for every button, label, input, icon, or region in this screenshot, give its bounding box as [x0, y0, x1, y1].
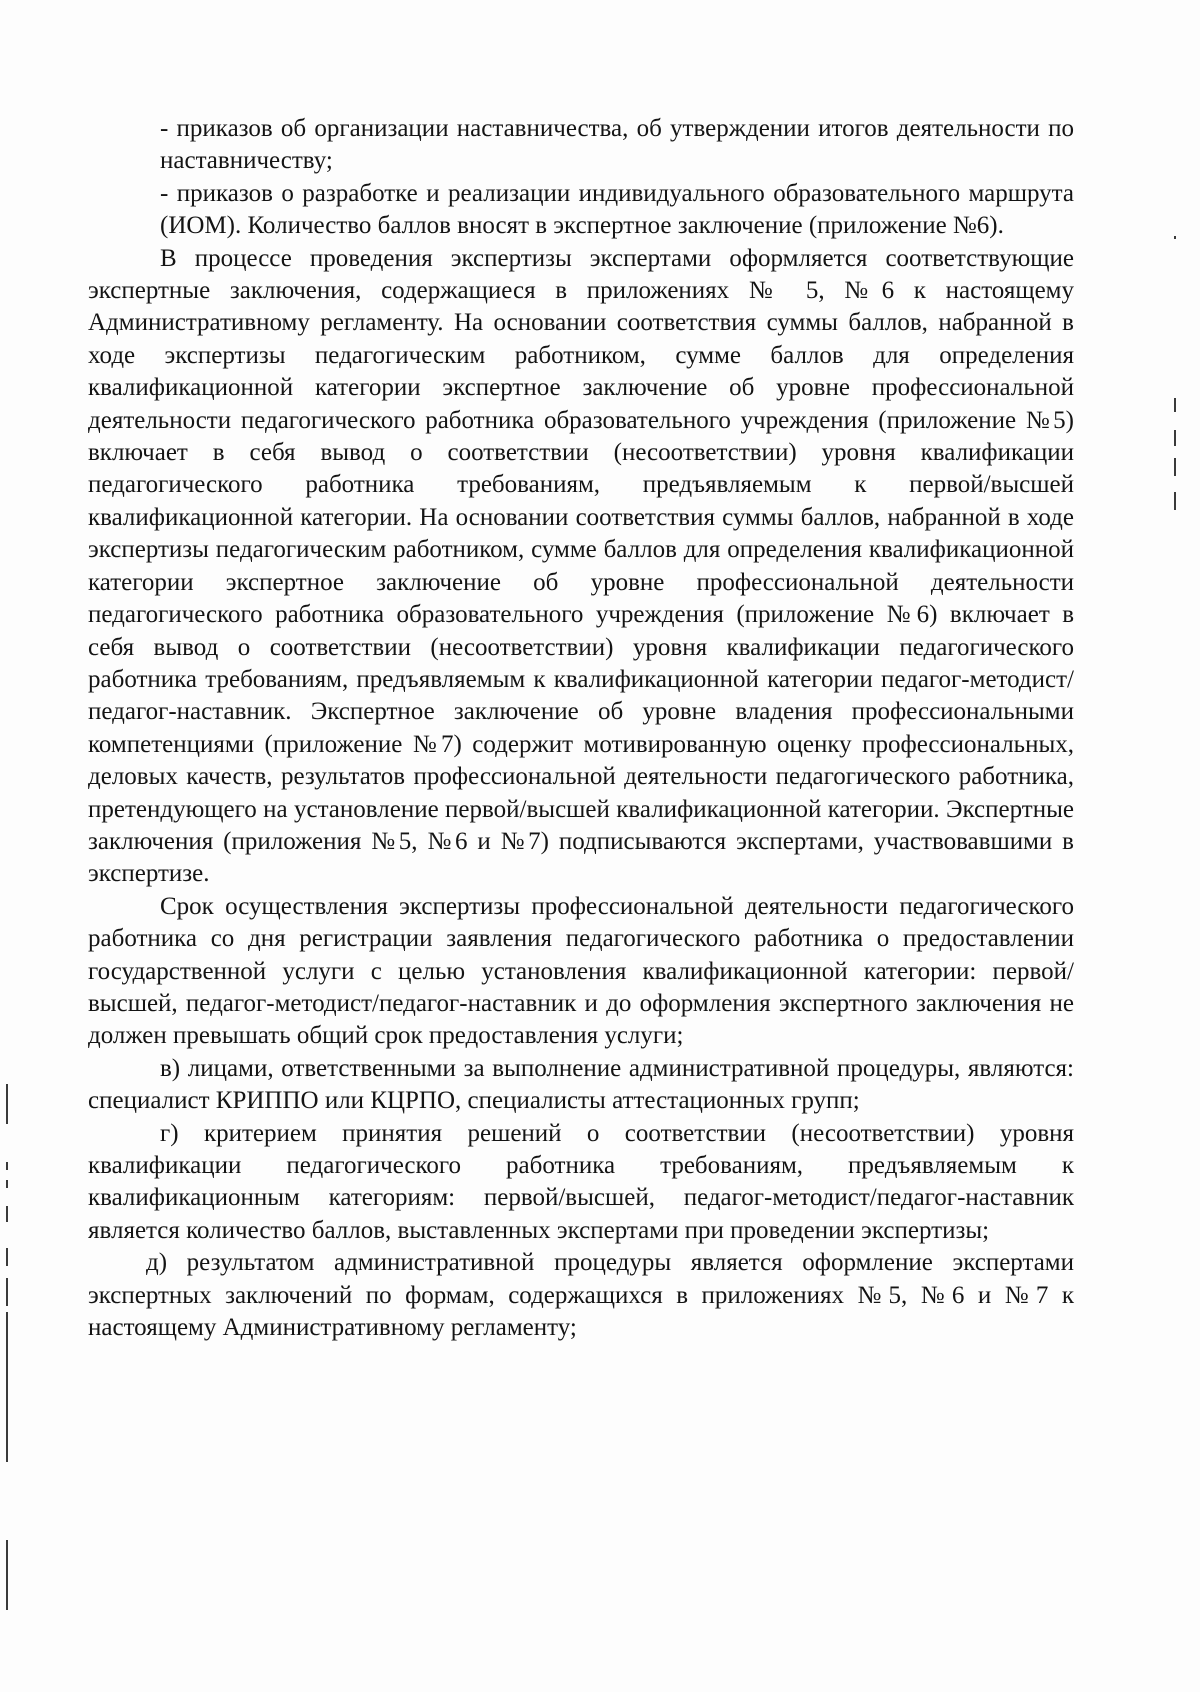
scan-mark-right-4: [1174, 458, 1176, 476]
paragraph-orders-iom: - приказов о разработке и реализации индивидуального образовательного маршрута (ИОМ). Количество баллов вносят в экспертное заключение (приложение №6).: [160, 179, 1074, 240]
scan-mark-right-5: [1174, 492, 1176, 510]
paragraph-decision-criterion: г) критерием принятия решений о соответствии (несоответствии) уровня квалификации педагогического работника требованиям, предъявляемым к квалификационным категориям: первой/высшей, педагог-методист/педагог-наставник является количество баллов, выставленных экспертами при проведении экспертизы;: [88, 1119, 1074, 1244]
scan-mark-left-1: [6, 1084, 8, 1124]
scan-mark-right-1: [1174, 236, 1176, 239]
paragraph-orders-mentoring: - приказов об организации наставничества, об утверждении итогов деятельности по наставничеству;: [160, 115, 1074, 175]
scan-mark-left-4: [6, 1206, 8, 1222]
paragraph-expertise-term: Срок осуществления экспертизы профессиональной деятельности педагогического работника со дня регистрации заявления педагогического работника о предоставлении государственной услуги с целью установления квалификационной категории: первой/высшей, педагог-методист/педагог-наставник и до оформления экспертного заключения не должен превышать общий срок предоставления услуги;: [88, 892, 1074, 1050]
scan-mark-left-7: [6, 1312, 8, 1462]
scan-mark-left-3: [6, 1180, 8, 1188]
paragraph-procedure-result: д) результатом административной процедуры является оформление экспертами экспертных заключений по формам, содержащихся в приложениях №5, №6 и №7 к настоящему Административному регламенту;: [88, 1249, 1074, 1342]
scan-mark-right-3: [1174, 430, 1176, 446]
paragraph-expertise-process: В процессе проведения экспертизы экспертами оформляется соответствующие экспертные заключения, содержащиеся в приложениях № 5, №6 к настоящему Административному регламенту. На основании соответствия суммы баллов, набранной в ходе экспертизы педагогическим работником, сумме баллов для определения квалификационной категории экспертное заключение об уровне профессиональной деятельности педагогического работника образовательного учреждения (приложение №5) включает в себя вывод о соответствии (несоответствии) уровня квалификации педагогического работника требованиям, предъявляемым к первой/высшей квалификационной категории. На основании соответствия суммы баллов, набранной в ходе экспертизы педагогическим работником, сумме баллов для определения квалификационной категории экспертное заключение об уровне профессиональной деятельности педагогического работника образовательного учреждения (приложение №6) включает в себя вывод о соответствии (несоответствии) уровня квалификации педагогического работника требованиям, предъявляемым к квалификационной категории педагог-методист/педагог-наставник. Экспертное заключение об уровне владения профессиональными компетенциями (приложение №7) содержит мотивированную оценку профессиональных, деловых качеств, результатов профессиональной деятельности педагогического работника, претендующего на установление первой/высшей квалификационной категории. Экспертные заключения (приложения №5, №6 и №7) подписываются экспертами, участвовавшими в экспертизе.: [88, 244, 1074, 888]
document-body: [88, 113, 1074, 1344]
scan-mark-right-2: [1174, 398, 1176, 412]
scan-mark-left-6: [6, 1278, 8, 1306]
scan-mark-left-2: [6, 1162, 8, 1170]
scan-mark-left-5: [6, 1248, 8, 1266]
scan-mark-left-8: [6, 1540, 8, 1610]
paragraph-responsible-persons: в) лицами, ответственными за выполнение административной процедуры, являются: специалист КРИППО или КЦРПО, специалисты аттестационных групп;: [88, 1054, 1074, 1115]
